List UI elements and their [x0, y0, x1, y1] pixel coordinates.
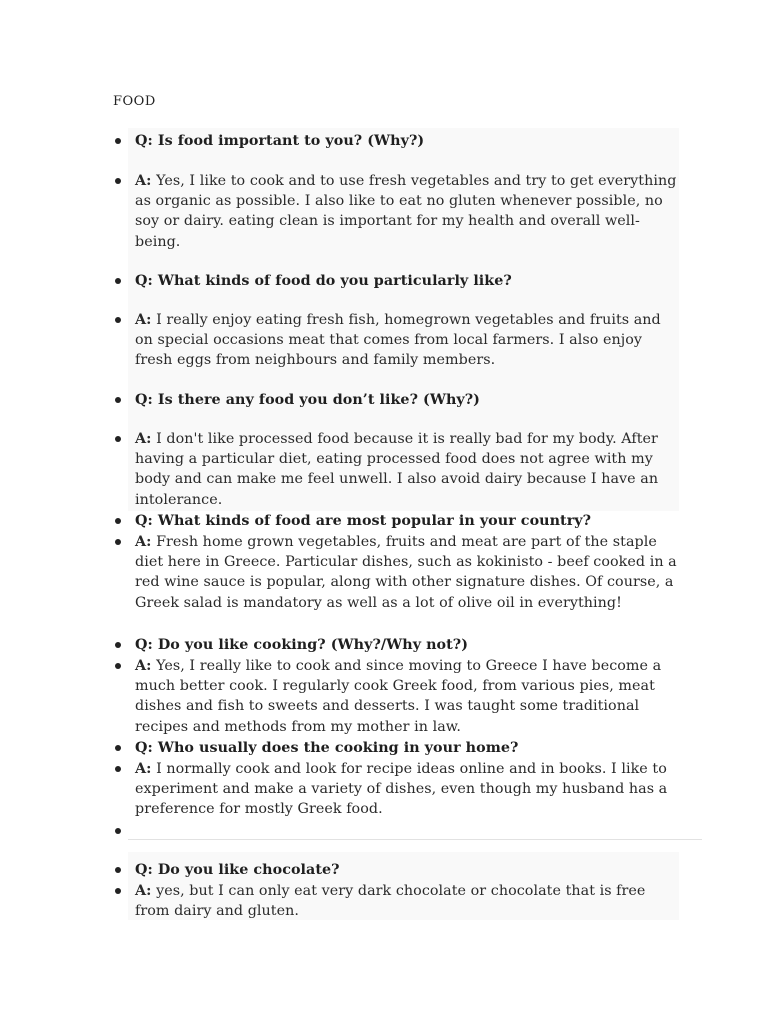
answer-label: A:	[135, 431, 152, 447]
question-text: Q: Is food important to you? (Why?)	[135, 133, 425, 149]
question-text: Q: What kinds of food do you particularly like?	[135, 273, 512, 289]
answer-text: I don't like processed food because it is really bad for my body. After having a particular diet, eating processed food does not agree with my body and can make me feel unwell. I also avoid dairy because I have an intolerance.	[135, 431, 659, 508]
answer-text: I normally cook and look for recipe ideas online and in books. I like to experiment and make a variety of dishes, even though my husband has a preference for mostly Greek food.	[135, 761, 668, 818]
question-text: Q: Is there any food you don’t like? (Why?)	[135, 392, 480, 408]
question-item	[135, 511, 680, 531]
question-item	[135, 635, 680, 655]
answer-item	[135, 310, 680, 371]
question-text: Q: What kinds of food are most popular in your country?	[135, 513, 592, 529]
question-text: Q: Who usually does the cooking in your home?	[135, 740, 519, 756]
answer-item	[135, 656, 680, 737]
answer-label: A:	[135, 534, 152, 550]
answer-item	[135, 532, 680, 613]
answer-text: I really enjoy eating fresh fish, homegrown vegetables and fruits and on special occasions meat that comes from local farmers. I also enjoy fresh eggs from neighbours and family members.	[135, 312, 661, 369]
answer-label: A:	[135, 761, 152, 777]
question-item	[135, 131, 680, 151]
question-item	[135, 860, 680, 880]
question-item	[135, 271, 680, 291]
answer-label: A:	[135, 883, 152, 899]
answer-text: Fresh home grown vegetables, fruits and meat are part of the staple diet here in Greece. Particular dishes, such as kokinisto - beef cooked in a red wine sauce is popular, along with other signature dishes. Of course, a Greek salad is mandatory as well as a lot of olive oil in everything!	[135, 534, 677, 611]
question-item	[135, 738, 680, 758]
question-text: Q: Do you like chocolate?	[135, 862, 340, 878]
answer-label: A:	[135, 173, 152, 189]
answer-text: Yes, I like to cook and to use fresh vegetables and try to get everything as organic as possible. I also like to eat no gluten whenever possible, no soy or dairy. eating clean is important for my health and overall well-being.	[135, 173, 677, 250]
page-heading: FOOD	[113, 94, 156, 109]
answer-item	[135, 171, 680, 252]
answer-item	[135, 881, 680, 921]
answer-text: yes, but I can only eat very dark chocolate or chocolate that is free from dairy and gluten.	[135, 883, 646, 920]
question-text: Q: Do you like cooking? (Why?/Why not?)	[135, 637, 469, 653]
answer-label: A:	[135, 658, 152, 674]
answer-label: A:	[135, 312, 152, 328]
answer-text: Yes, I really like to cook and since moving to Greece I have become a much better cook. I regularly cook Greek food, from various pies, meat dishes and fish to sweets and desserts. I was taught some traditional recipes and methods from my mother in law.	[135, 658, 662, 735]
question-item	[135, 390, 680, 410]
empty-list-item	[135, 821, 680, 841]
answer-item	[135, 429, 680, 510]
answer-item	[135, 759, 680, 820]
